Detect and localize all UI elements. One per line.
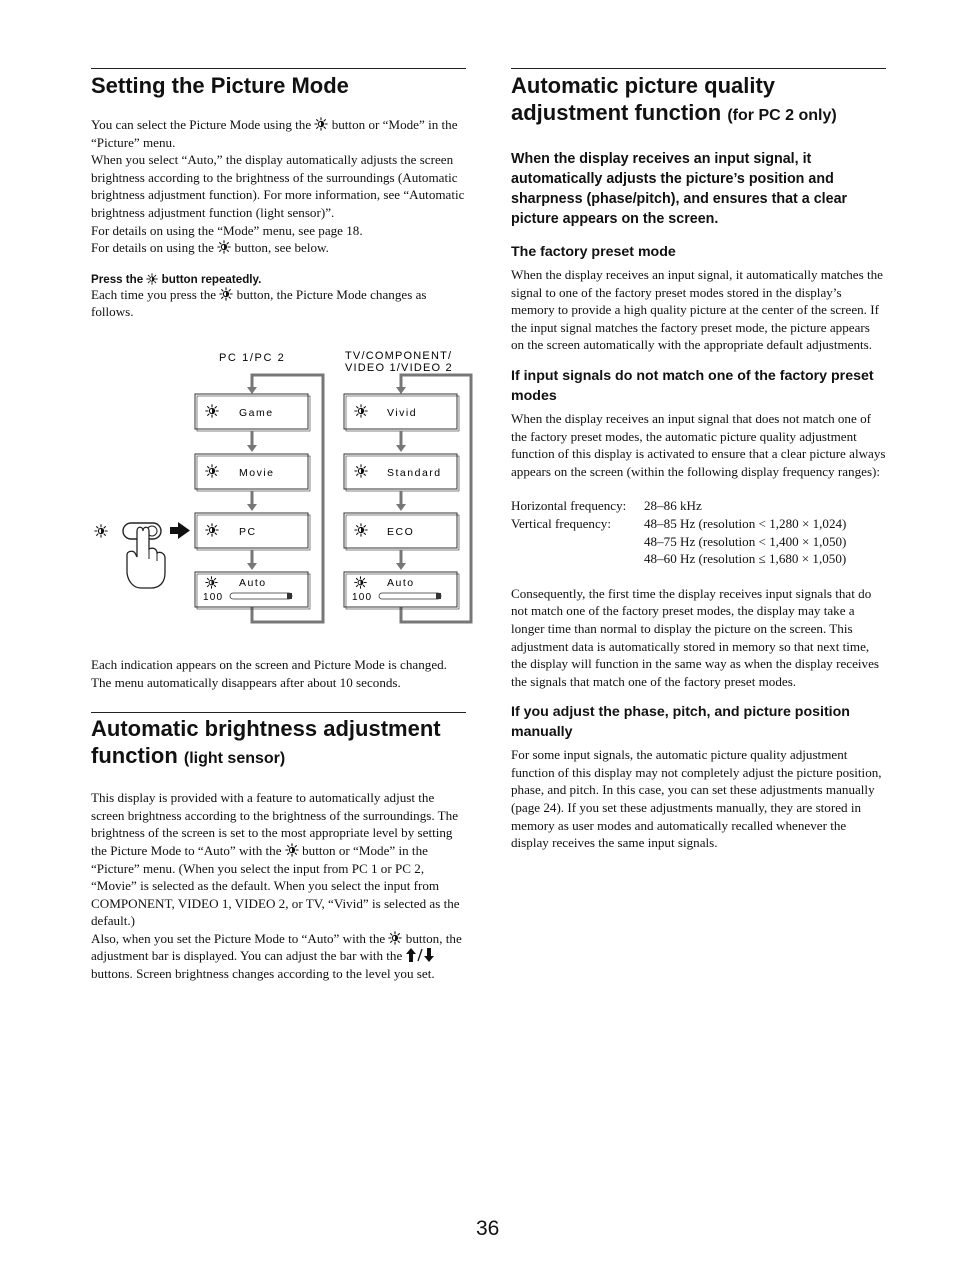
value: 28–86 kHz xyxy=(644,498,702,514)
value: 48–75 Hz (resolution < 1,400 × 1,050) xyxy=(644,533,847,549)
paragraph: When the display receives an input signal, it automatically matches the signal to one of the factory preset modes stored in the display’s memory to provide a high quality picture at the center of the screen. If the input signal matches the factory preset mode, the picture appears on the screen automatically with the appropriate default adjustments. xyxy=(511,267,883,353)
text: Press the xyxy=(91,272,144,286)
brightness-icon xyxy=(355,524,367,536)
right-column xyxy=(511,68,886,852)
mode-label: Vivid xyxy=(387,406,418,419)
down-arrow xyxy=(396,445,406,452)
text: buttons. Screen brightness changes according to the level you set. xyxy=(91,966,435,982)
mode-label: Standard xyxy=(387,466,442,479)
brightness-icon xyxy=(285,843,299,857)
value: 48–60 Hz (resolution ≤ 1,680 × 1,050) xyxy=(644,551,847,567)
text: Also, when you set the Picture Mode to “Auto” with the xyxy=(91,930,386,946)
brightness-icon xyxy=(219,287,233,301)
frequency-table xyxy=(511,497,846,567)
mode-label: ECO xyxy=(387,525,415,538)
tv-header-2: VIDEO 1/VIDEO 2 xyxy=(345,361,453,374)
pc-mode-auto xyxy=(195,572,310,609)
paragraph: Each indication appears on the screen and Picture Mode is changed. The menu automatically disappears after about 10 seconds. xyxy=(91,656,447,690)
brightness-icon xyxy=(355,405,367,417)
subheading-manual: If you adjust the phase, pitch, and picture position manually xyxy=(511,704,850,741)
pc-loop-arrow xyxy=(247,387,257,394)
press-heading xyxy=(91,273,466,286)
down-arrow xyxy=(247,445,257,452)
paragraph xyxy=(91,116,466,151)
picture-mode-text xyxy=(91,116,466,321)
text: button repeatedly. xyxy=(161,272,262,286)
arrow-right-icon xyxy=(170,522,190,539)
paragraph xyxy=(91,789,466,930)
tv-mode-standard xyxy=(344,454,459,491)
level-bar xyxy=(230,593,292,599)
label: Vertical frequency: xyxy=(511,515,611,531)
text: You can select the Picture Mode using the xyxy=(91,117,312,132)
section-title-picture-mode: Setting the Picture Mode xyxy=(91,73,349,98)
down-arrow xyxy=(396,504,406,511)
paragraph xyxy=(91,286,466,321)
text: button, the Picture Mode changes as follows. xyxy=(91,286,427,320)
page-number: 36 xyxy=(476,1217,500,1240)
text: button or “Mode” in the “Picture” menu. xyxy=(91,117,458,150)
subheading-factory: The factory preset mode xyxy=(511,244,676,260)
brightness-icon xyxy=(217,240,231,254)
picture-mode-diagram xyxy=(91,343,476,648)
paragraph: When you select “Auto,” the display automatically adjusts the screen brightness according to the brightness of the surroundings (Automatic brightness adjustment function). For more information, see “Automatic brightness adjustment function (light sensor)”. xyxy=(91,152,465,220)
text: Each time you press the xyxy=(91,286,217,302)
mode-label: Auto xyxy=(239,576,267,589)
brightness-icon xyxy=(206,405,218,417)
level-bar xyxy=(379,593,441,599)
title-text: Automatic picture quality adjustment function xyxy=(511,73,776,125)
table-row xyxy=(511,533,846,551)
mode-label: PC xyxy=(239,525,257,538)
paragraph: For some input signals, the automatic picture quality adjustment function of this display may not completely adjust the picture position, phase, and pitch. In this case, you can set these adjustments manually (page 24). If you set these adjustments manually, they are stored in memory as user modes and automatically recalled whenever the display receives the same input signals. xyxy=(511,747,882,851)
brightness-icon xyxy=(355,465,367,477)
brightness-icon xyxy=(388,931,402,945)
paragraph: Consequently, the first time the display receives input signals that do not match one of the factory preset modes, the display may take a longer time than normal to display the picture on the screen. This adjustment data is automatically stored in memory so that next time, the display will function in the same way as when the display receives the signals that match one of the factory preset modes. xyxy=(511,585,879,689)
table-row xyxy=(511,515,846,533)
level-bar-fill xyxy=(436,593,441,599)
section-rule xyxy=(511,68,886,69)
paragraph: For details on using the “Mode” menu, see page 18. xyxy=(91,222,363,238)
brightness-icon xyxy=(355,577,367,589)
empty-cell xyxy=(511,533,644,551)
down-arrow xyxy=(247,504,257,511)
left-column xyxy=(91,68,466,983)
section-rule xyxy=(91,68,466,69)
mode-label: Movie xyxy=(239,466,275,479)
section-title-auto-quality xyxy=(511,72,886,129)
text: button, see below. xyxy=(234,240,329,256)
text: button or “Mode” in the “Picture” menu. (When you select the input from PC 1 or PC 2, “Movie” is selected as the default. When you select the input from COMPONENT, VIDEO 1, VIDEO 2, or TV, “Vivid” is selected as the default.) xyxy=(91,842,460,929)
table-row xyxy=(511,550,846,568)
lead-paragraph: When the display receives an input signal, it automatically adjusts the picture’s position and sharpness (phase/pitch), and ensures that a clear picture appears on the screen. xyxy=(511,151,848,227)
down-arrow xyxy=(396,563,406,570)
text: This display is provided with a feature to automatically adjust the screen brightness according to the brightness of the surroundings. The brightness of the screen is set to the most appropriate level by setting the Picture Mode to “Auto” with the xyxy=(91,790,459,858)
pc-mode-movie xyxy=(195,454,310,491)
paragraph xyxy=(91,239,466,257)
title-sub: (for PC 2 only) xyxy=(727,107,837,124)
title-sub: (light sensor) xyxy=(183,750,286,768)
brightness-icon xyxy=(146,273,158,285)
brightness-icon xyxy=(206,577,218,589)
subheading-no-match: If input signals do not match one of the factory preset modes xyxy=(511,367,874,404)
brightness-icon xyxy=(95,525,107,537)
title-text: Automatic brightness adjustment function xyxy=(91,716,441,769)
label: Horizontal frequency: xyxy=(511,498,627,514)
paragraph xyxy=(91,930,466,983)
section-title-brightness xyxy=(91,715,466,772)
mode-label: Game xyxy=(239,406,274,419)
value: 48–85 Hz (resolution < 1,280 × 1,024) xyxy=(644,515,847,531)
brightness-text xyxy=(91,789,466,983)
up-down-arrows-icon xyxy=(406,948,438,962)
down-arrow xyxy=(247,563,257,570)
tv-mode-vivid xyxy=(344,394,459,431)
level-bar-fill xyxy=(287,593,292,599)
text: For details on using the xyxy=(91,240,214,256)
brightness-icon xyxy=(206,524,218,536)
tv-mode-auto xyxy=(344,572,459,609)
auto-level: 100 xyxy=(352,591,373,603)
hand-pressing-button-icon xyxy=(123,523,165,588)
pc-mode-game xyxy=(195,394,310,431)
tv-mode-eco xyxy=(344,513,459,550)
pc-header: PC 1/PC 2 xyxy=(219,351,286,364)
brightness-icon xyxy=(314,117,328,131)
section-rule xyxy=(91,712,466,713)
paragraph: When the display receives an input signal that does not match one of the factory preset modes, the automatic picture quality adjustment function of this display is activated to ensure that a clear picture always appears on the screen (within the following display frequency ranges): xyxy=(511,410,886,479)
auto-level: 100 xyxy=(203,591,224,603)
table-row xyxy=(511,497,846,515)
text: button, the adjustment bar is displayed. You can adjust the bar with the xyxy=(91,930,462,964)
empty-cell xyxy=(511,550,644,568)
tv-header-1: TV/COMPONENT/ xyxy=(345,349,453,362)
brightness-icon xyxy=(206,465,218,477)
pc-mode-pc xyxy=(195,513,310,550)
mode-label: Auto xyxy=(387,576,415,589)
tv-loop-arrow xyxy=(396,387,406,394)
